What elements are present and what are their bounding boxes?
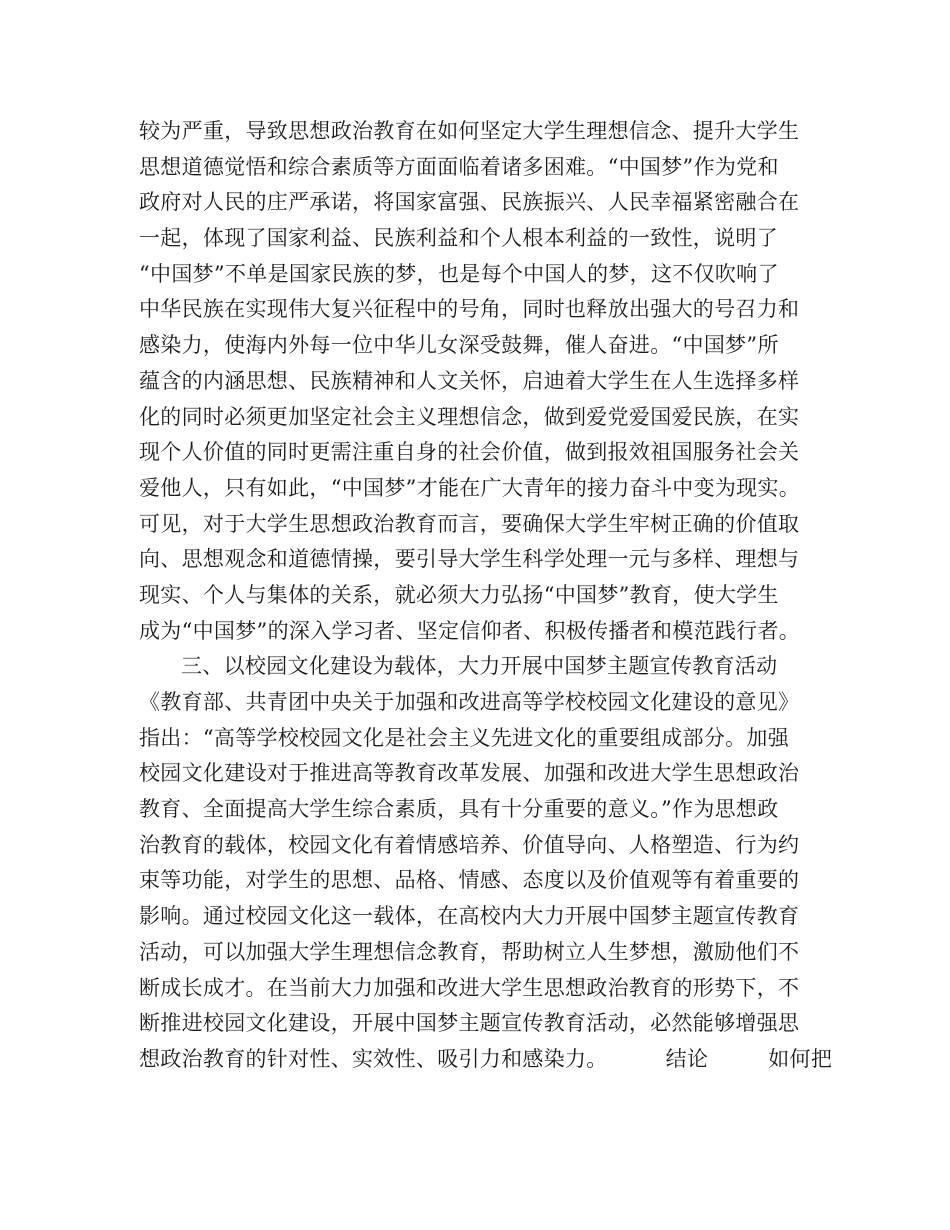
text-line: 感染力，使海内外每一位中华儿女深受鼓舞，催人奋进。“中国梦”所 [139,333,779,358]
text-line: 成为“中国梦”的深入学习者、坚定信仰者、积极传播者和模范践行者。 [139,618,801,643]
text-line: 现实、个人与集体的关系，就必须大力弘扬“中国梦”教育，使大学生 [139,582,779,607]
text-line: 断推进校园文化建设，开展中国梦主题宣传教育活动，必然能够增强思 [139,1011,800,1036]
continuation-text: 如何把 [768,1046,833,1071]
body-text [139,114,839,1078]
text-line-end: 想政治教育的针对性、实效性、吸引力和感染力。 [139,1046,608,1071]
conclusion-heading: 结论 [665,1046,709,1071]
text-line: 可见，对于大学生思想政治教育而言，要确保大学生牢树正确的价值取 [139,511,800,536]
text-line: 一起，体现了国家利益、民族利益和个人根本利益的一致性，说明了 [139,226,778,251]
section-heading: 三、以校园文化建设为载体，大力开展中国梦主题宣传教育活动 [181,654,778,679]
text-line: 校园文化建设对于推进高等教育改革发展、加强和改进大学生思想政治 [139,761,800,786]
text-line: 治教育的载体，校园文化有着情感培养、价值导向、人格塑造、行为约 [139,832,800,857]
text-line: 向、思想观念和道德情操，要引导大学生科学处理一元与多样、理想与 [139,547,800,572]
text-line: 活动，可以加强大学生理想信念教育，帮助树立人生梦想，激励他们不 [139,939,800,964]
text-line: 爱他人，只有如此，“中国梦”才能在广大青年的接力奋斗中变为现实。 [139,475,801,500]
text-line: “中国梦”不单是国家民族的梦，也是每个中国人的梦，这不仅吹响了 [139,261,779,286]
text-line: 影响。通过校园文化这一载体，在高校内大力开展中国梦主题宣传教育 [139,904,800,929]
text-line: 现个人价值的同时更需注重自身的社会价值，做到报效祖国服务社会关 [139,440,800,465]
text-line: 政府对人民的庄严承诺，将国家富强、民族振兴、人民幸福紧密融合在 [139,190,800,215]
text-line: 《教育部、共青团中央关于加强和改进高等学校校园文化建设的意见》 [139,690,800,714]
text-line: 思想道德觉悟和综合素质等方面面临着诸多困难。“中国梦”作为党和 [139,154,779,179]
text-line: 蕴含的内涵思想、民族精神和人文关怀，启迪着大学生在人生选择多样 [139,368,800,393]
last-text-line [139,1042,839,1078]
text-line: 断成长成才。在当前大力加强和改进大学生思想政治教育的形势下，不 [139,975,800,1000]
text-line: 指出：“高等学校校园文化是社会主义先进文化的重要组成部分。加强 [139,725,790,750]
text-line: 化的同时必须更加坚定社会主义理想信念，做到爱党爱国爱民族，在实 [139,404,800,429]
text-line: 中华民族在实现伟大复兴征程中的号角，同时也释放出强大的号召力和 [139,297,800,322]
text-line: 教育、全面提高大学生综合素质，具有十分重要的意义。”作为思想政 [139,797,779,822]
text-line: 束等功能，对学生的思想、品格、情感、态度以及价值观等有着重要的 [139,868,800,893]
text-line: 较为严重，导致思想政治教育在如何坚定大学生理想信念、提升大学生 [139,119,800,143]
